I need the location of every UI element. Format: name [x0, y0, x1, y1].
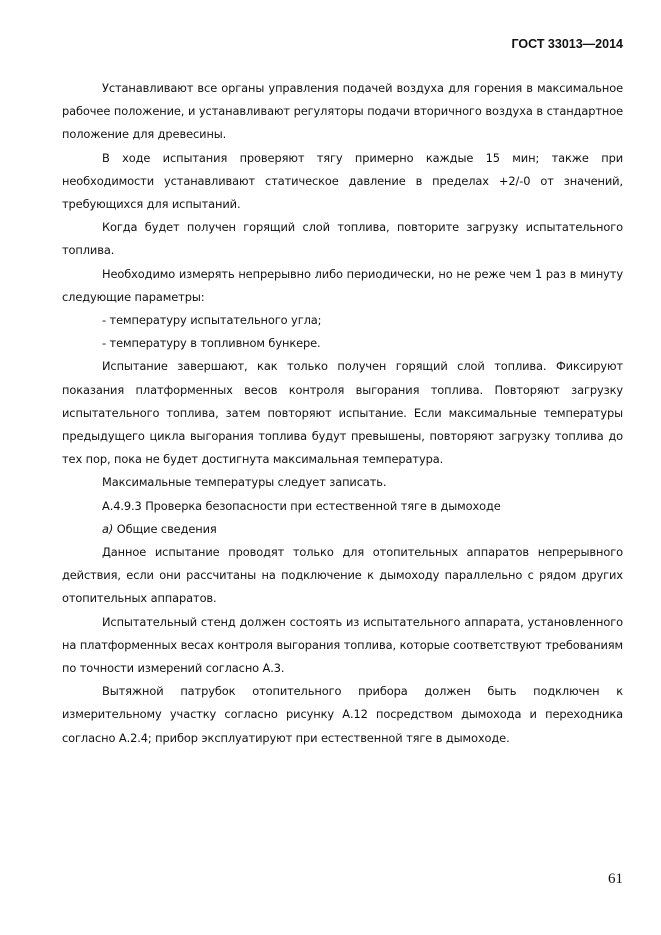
- list-item: - температуру испытательного угла;: [102, 313, 322, 328]
- subsection-heading: [62, 518, 623, 541]
- paragraph: В ходе испытания проверяют тягу примерно каждые 15 мин; также при необходимости устанавливают статическое давление в пределах +2/-0 от значений, требующихся для испытаний.: [62, 150, 623, 212]
- subsection-title: Общие сведения: [113, 521, 217, 536]
- list-item: - температуру в топливном бункере.: [102, 336, 321, 351]
- paragraph: Испытательный стенд должен состоять из испытательного аппарата, установленного на платформенных весах контроля выгорания топлива, которые соответствуют требованиям по точности измерений согласно А.3.: [62, 614, 623, 676]
- subsection-letter: а): [102, 521, 114, 536]
- paragraph: Испытание завершают, как только получен горящий слой топлива. Фиксируют показания платформенных весов контроля выгорания топлива. Повторяют загрузку испытательного топлива, затем повторяют испытание. Если максимальные температуры предыдущего цикла выгорания топлива будут превышены, повторяют загрузку топлива до тех пор, пока не будет достигнута максимальная температура.: [62, 359, 623, 467]
- paragraph: Данное испытание проводят только для отопительных аппаратов непрерывного действия, если они рассчитаны на подключение к дымоходу параллельно с рядом других отопительных аппаратов.: [62, 545, 623, 606]
- page-number: 61: [608, 871, 623, 887]
- paragraph: Максимальные температуры следует записать.: [102, 475, 387, 490]
- paragraph: Вытяжной патрубок отопительного прибора должен быть подключен к измерительному участку согласно рисунку А.12 посредством дымохода и переходника согласно А.2.4; прибор эксплуатируют при естественной тяге в дымоходе.: [62, 684, 623, 745]
- document-body: [62, 77, 623, 750]
- section-heading: А.4.9.3 Проверка безопасности при естественной тяге в дымоходе: [102, 498, 501, 513]
- paragraph: Необходимо измерять непрерывно либо периодически, но не реже чем 1 раз в минуту следующие параметры:: [62, 266, 623, 304]
- standard-header: ГОСТ 33013—2014: [511, 37, 623, 51]
- paragraph: Устанавливают все органы управления подачей воздуха для горения в максимальное рабочее положение, и устанавливают регуляторы подачи вторичного воздуха в стандартное положение для древесины.: [62, 81, 623, 142]
- paragraph: Когда будет получен горящий слой топлива, повторите загрузку испытательного топлива.: [62, 220, 623, 258]
